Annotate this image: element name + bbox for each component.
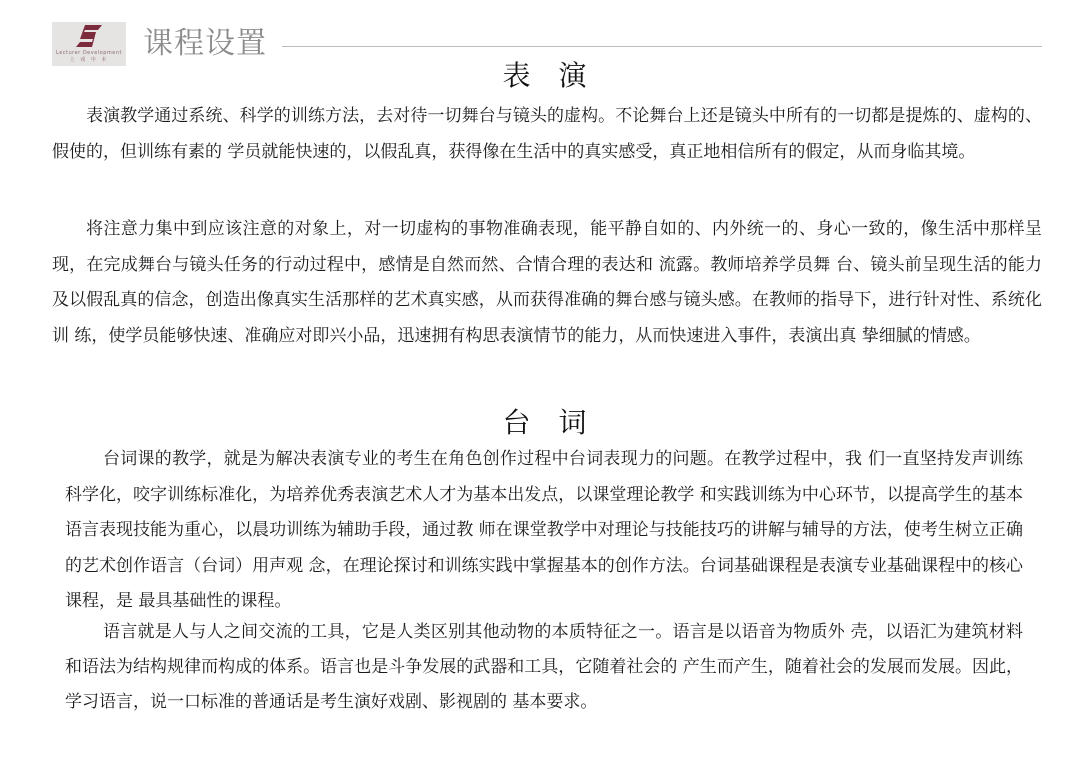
section-heading-performance: 表 演	[502, 59, 587, 92]
logo-text-line2: 上 戏 中 本	[69, 57, 109, 63]
title-divider	[282, 46, 1042, 47]
section-heading-lines: 台 词	[502, 406, 587, 439]
performance-paragraph-2: 将注意力集中到应该注意的对象上，对一切虚构的事物准确表现，能平静自如的、内外统一的、身心一致的，像生活中那样呈现，在完成舞台与镜头任务的行动过程中，感情是自然而然、合情合理的表达和 流露。教师培养学员舞 台、镜头前呈现生活的能力及以假乱真的信念，创造出像真实生活那样的艺术真实感，从而获得准确的舞台感与镜头感。在教师的指导下，进行针对性、系统化训 练，使学员能够快速、准确应对即兴小品，迅速拥有构思表演情节的能力，从而快速进入事件，表演出真 挚细腻的情感。	[52, 219, 1042, 346]
page-title: 课程设置	[143, 26, 267, 61]
lines-paragraph-2: 语言就是人与人之间交流的工具，它是人类区别其他动物的本质特征之一。语言是以语音为物质外 壳，以语汇为建筑材料和语法为结构规律而构成的体系。语言也是斗争发展的武器和工具，它随着社会的 产生而产生，随着社会的发展而发展。因此，学习语言，说一口标准的普通话是考生演好戏剧、影视剧的 基本要求。	[65, 622, 1023, 712]
logo-text-line1: Lecturer Development	[56, 50, 122, 56]
logo-s-icon	[76, 25, 102, 47]
lines-paragraph-1: 台词课的教学，就是为解决表演专业的考生在角色创作过程中台词表现力的问题。在教学过程中，我 们一直坚持发声训练科学化，咬字训练标准化，为培养优秀表演艺术人才为基本出发点，以课堂理论教学 和实践训练为中心环节，以提高学生的基本语言表现技能为重心，以晨功训练为辅助手段，通过教 师在课堂教学中对理论与技能技巧的讲解与辅导的方法，使考生树立正确的艺术创作语言（台词）用声观 念，在理论探讨和训练实践中掌握基本的创作方法。台词基础课程是表演专业基础课程中的核心课程，是 最具基础性的课程。	[65, 449, 1023, 611]
performance-paragraph-1: 表演教学通过系统、科学的训练方法，去对待一切舞台与镜头的虚构。不论舞台上还是镜头中所有的一切都是提炼的、虚构的、假使的，但训练有素的 学员就能快速的，以假乱真，获得像在生活中的真实感受，真正地相信所有的假定，从而身临其境。	[52, 106, 1042, 162]
